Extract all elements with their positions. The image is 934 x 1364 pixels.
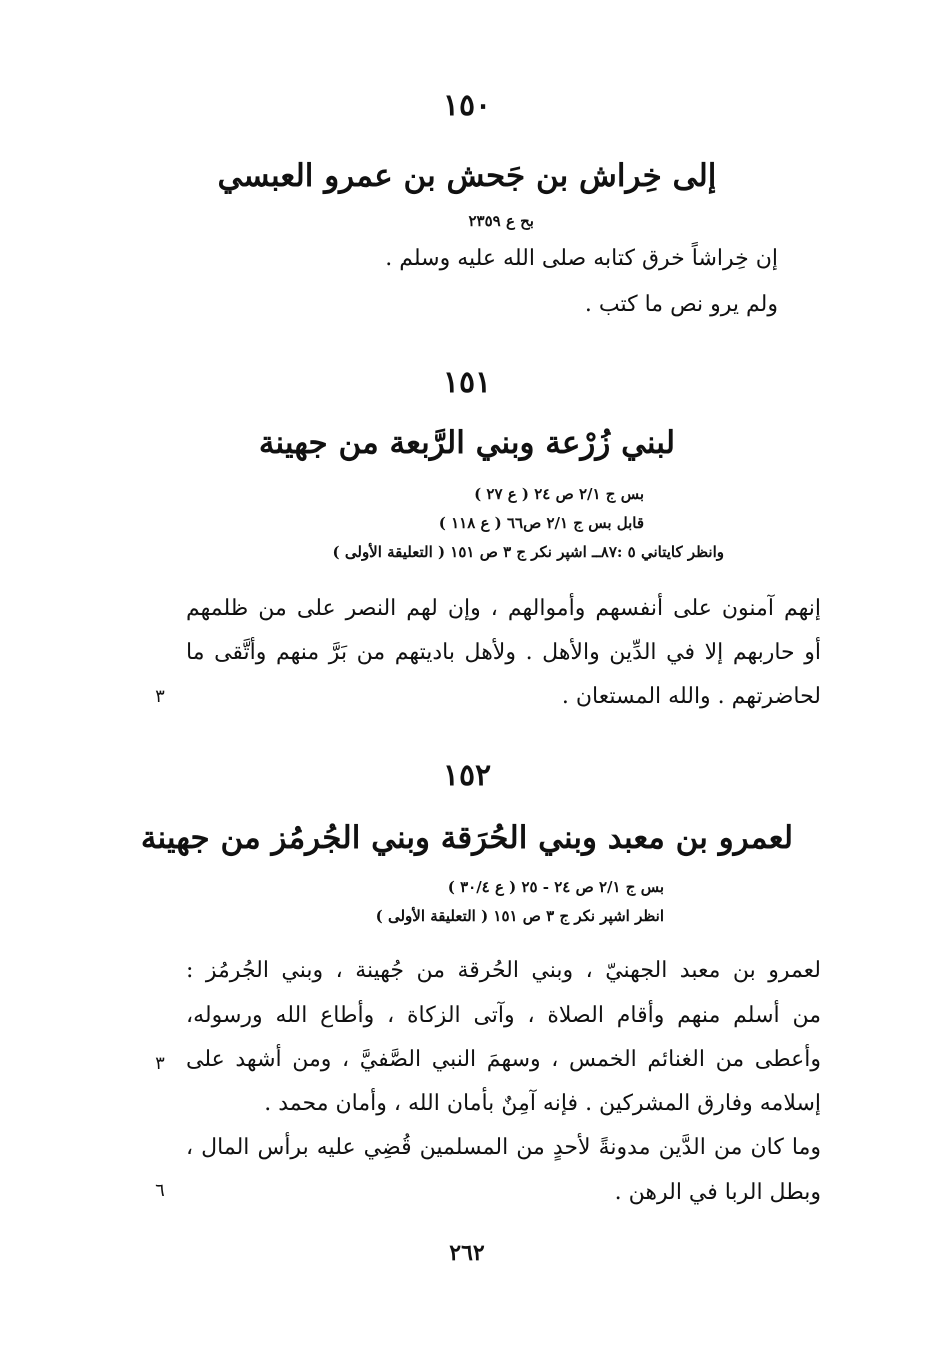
body-line: وما كان من الدَّين مدونةً لأحدٍ من المسلمين قُضِي عليه برأس المال ،: [186, 1135, 821, 1160]
body-line: أو حاربهم إلا في الدِّين والأهل . ولأهل باديتهم من بَرَّ منهم وأتَّقى ما: [186, 640, 821, 665]
body-line: إسلامه وفارق المشركين . فإنه آمِنٌ بأمان الله ، وأمان محمد .: [264, 1091, 821, 1116]
entry-reference: بح ع ٢٣٥٩: [468, 212, 534, 230]
line-number-margin: ٦: [155, 1180, 165, 1201]
page-number: ٢٦٢: [449, 1240, 485, 1266]
entry-number: ١٥٢: [442, 758, 492, 793]
line-number-margin: ٣: [155, 686, 165, 707]
body-line: إنهم آمنون على أنفسهم وأموالهم ، وإن لهم النصر على من ظلمهم: [186, 596, 821, 621]
entry-number: ١٥٠: [442, 88, 492, 123]
body-line: لعمرو بن معبد الجهنيّ ، وبني الحُرقة من جُهينة ، وبني الجُرمُز :: [186, 958, 821, 983]
body-line: إن خِراشاً خرق كتابه صلى الله عليه وسلم .: [385, 246, 778, 271]
entry-title: لعمرو بن معبد وبني الحُرَقة وبني الجُرمُز من جهينة: [140, 820, 794, 856]
entry-reference: وانظر كايتاني ٥ :٨٧ــ اشپر نكر ج ٣ ص ١٥١ ( التعليقة الأولى ): [332, 543, 724, 561]
body-line: وبطل الربا في الرهن .: [614, 1180, 821, 1205]
entry-reference: قابل بس ج ٢/١ ص٦٦ ( ع ١١٨ ): [438, 514, 644, 532]
line-number-margin: ٣: [155, 1053, 165, 1074]
entry-title: لبني زُرْعة وبني الرَّبعة من جهينة: [258, 425, 676, 461]
body-line: لحاضرتهم . والله المستعان .: [561, 684, 821, 709]
entry-reference: بس ج ٢/١ ص ٢٤ - ٢٥ ( ع ٣٠/٤ ): [447, 878, 664, 896]
body-line: ولم يرو نص ما كتب .: [584, 292, 778, 317]
entry-title: إلى خِراش بن جَحش بن عمرو العبسي: [217, 158, 717, 194]
entry-number: ١٥١: [442, 365, 492, 400]
entry-reference: انظر اشپر نكر ج ٣ ص ١٥١ ( التعليقة الأولى ): [375, 907, 664, 925]
body-line: وأعطى من الغنائم الخمس ، وسهمَ النبي الصَّفيَّ ، ومن أشهد على: [186, 1047, 821, 1072]
entry-reference: بس ج ٢/١ ص ٢٤ ( ع ٢٧ ): [474, 485, 644, 503]
body-line: من أسلم منهم وأقام الصلاة ، وآتى الزكاة ، وأطاع الله ورسوله،: [186, 1003, 821, 1028]
